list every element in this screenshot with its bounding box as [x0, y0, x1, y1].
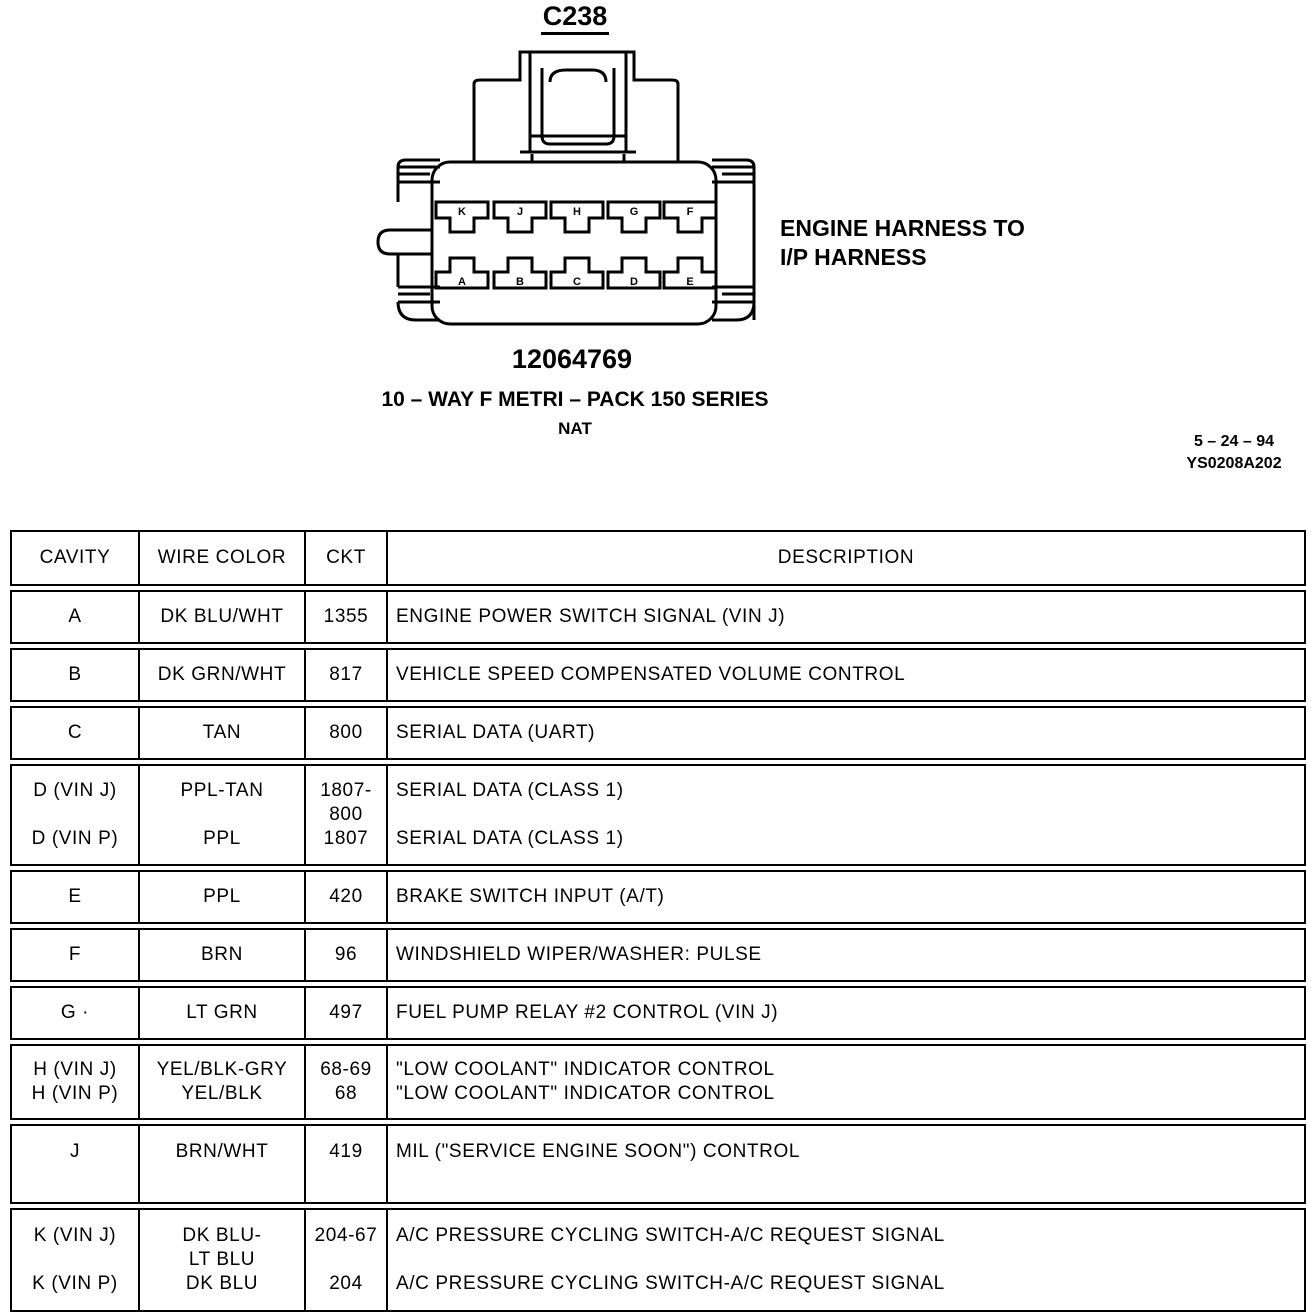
description-cell — [387, 1125, 1305, 1203]
harness-label-line: ENGINE HARNESS TO — [780, 215, 1025, 241]
cell-line: SERIAL DATA (CLASS 1) — [396, 828, 624, 849]
reference-date: 5 – 24 – 94 — [1193, 433, 1275, 450]
cell-line: FUEL PUMP RELAY #2 CONTROL (VIN J) — [396, 1002, 779, 1023]
cell-line: B — [68, 664, 82, 685]
cell-line: YEL/BLK — [181, 1083, 263, 1104]
ckt-cell — [305, 1209, 387, 1311]
cell-line: SERIAL DATA (UART) — [396, 722, 596, 743]
part-number: 12064769 — [511, 344, 633, 374]
ckt-cell — [305, 1125, 387, 1203]
cell-line: H (VIN J) — [33, 1059, 117, 1080]
table-row — [11, 649, 1305, 701]
cavity-cell — [11, 929, 139, 981]
ckt-cell — [305, 1045, 387, 1119]
cell-line: 800 — [329, 722, 363, 743]
connector-color: NAT — [558, 419, 592, 438]
cell-line: VEHICLE SPEED COMPENSATED VOLUME CONTROL — [396, 664, 906, 685]
table-row — [11, 871, 1305, 923]
cell-line — [396, 1248, 1304, 1272]
cell-line: PPL — [203, 886, 241, 907]
connector-series: 10 – WAY F METRI – PACK 150 SERIES — [381, 388, 769, 411]
cell-line: 420 — [329, 886, 363, 907]
cell-line: SERIAL DATA (CLASS 1) — [396, 780, 624, 801]
cell-line: A — [68, 606, 82, 627]
table-row — [11, 591, 1305, 643]
wire-color-cell — [139, 591, 305, 643]
wire-color-cell — [139, 707, 305, 759]
cell-line: 1807 — [323, 828, 369, 849]
description-cell — [387, 1209, 1305, 1311]
cavity-cell — [11, 1209, 139, 1311]
cavity-letter: H — [573, 206, 581, 218]
cell-line: "LOW COOLANT" INDICATOR CONTROL — [396, 1083, 775, 1104]
cell-line: LT GRN — [186, 1002, 258, 1023]
table-row — [11, 1125, 1305, 1203]
cell-line: 1807- — [320, 780, 372, 801]
cell-line: D (VIN P) — [31, 828, 119, 849]
ckt-cell — [305, 649, 387, 701]
cell-line — [306, 1248, 386, 1272]
cell-line: 817 — [329, 664, 363, 685]
cell-line: K (VIN J) — [33, 1225, 117, 1246]
cell-line: K (VIN P) — [32, 1273, 118, 1294]
wire-color-cell — [139, 1125, 305, 1203]
description-cell — [387, 591, 1305, 643]
connector-title: C238 — [0, 0, 1150, 35]
cell-line: 204 — [329, 1273, 363, 1294]
cell-line: TAN — [202, 722, 242, 743]
cavity-cell — [11, 1045, 139, 1119]
description-cell — [387, 871, 1305, 923]
table-header-row — [11, 531, 1305, 585]
cell-line: YEL/BLK-GRY — [156, 1059, 288, 1080]
cavity-cell — [11, 707, 139, 759]
cavity-cell — [11, 987, 139, 1039]
cell-line: 204-67 — [314, 1225, 378, 1246]
cavity-letter: J — [516, 206, 524, 218]
description-cell — [387, 929, 1305, 981]
cell-line: LT BLU — [188, 1249, 256, 1270]
cavity-cell — [11, 765, 139, 865]
cavity-letter: G — [629, 206, 639, 218]
wire-color-cell — [139, 871, 305, 923]
ckt-cell — [305, 765, 387, 865]
cell-line: F — [68, 944, 82, 965]
cell-line: 419 — [329, 1141, 363, 1162]
cavity-letter: A — [458, 276, 466, 288]
wire-color-cell — [139, 929, 305, 981]
table-row — [11, 765, 1305, 865]
cell-line: "LOW COOLANT" INDICATOR CONTROL — [396, 1059, 775, 1080]
cell-line: D (VIN J) — [33, 780, 117, 801]
table-row — [11, 929, 1305, 981]
cell-line — [140, 803, 304, 827]
description-cell — [387, 1045, 1305, 1119]
cell-line: 497 — [329, 1002, 363, 1023]
cell-line: BRAKE SWITCH INPUT (A/T) — [396, 886, 665, 907]
table-row — [11, 1209, 1305, 1311]
cavity-cell — [11, 591, 139, 643]
cell-line: ENGINE POWER SWITCH SIGNAL (VIN J) — [396, 606, 786, 627]
wire-color-cell — [139, 1045, 305, 1119]
ckt-cell — [305, 929, 387, 981]
cell-line — [12, 803, 138, 827]
col-header-cavity: CAVITY — [11, 531, 139, 585]
cell-line: C — [67, 722, 83, 743]
cell-line — [396, 1164, 1304, 1188]
cavity-cell — [11, 871, 139, 923]
ckt-cell — [305, 987, 387, 1039]
cavity-cell — [11, 1125, 139, 1203]
description-cell — [387, 649, 1305, 701]
cell-line — [12, 1164, 138, 1188]
reference-code: YS0208A202 — [1186, 455, 1282, 472]
ckt-cell — [305, 871, 387, 923]
cell-line: H (VIN P) — [31, 1083, 119, 1104]
cavity-letter: F — [686, 206, 694, 218]
cell-line: A/C PRESSURE CYCLING SWITCH-A/C REQUEST SIGNAL — [396, 1225, 945, 1246]
col-header-wire-color: WIRE COLOR — [139, 531, 305, 585]
cell-line: E — [68, 886, 82, 907]
table-row — [11, 987, 1305, 1039]
cell-line: J — [69, 1141, 81, 1162]
cell-line: 68-69 — [320, 1059, 372, 1080]
cell-line: PPL-TAN — [180, 780, 264, 801]
cell-line: MIL ("SERVICE ENGINE SOON") CONTROL — [396, 1141, 800, 1162]
circuit-table — [10, 530, 1306, 1312]
cell-line — [12, 1248, 138, 1272]
col-header-description: DESCRIPTION — [387, 531, 1305, 585]
cell-line: 800 — [329, 804, 363, 825]
cell-line — [140, 1164, 304, 1188]
description-cell — [387, 707, 1305, 759]
cell-line: DK GRN/WHT — [157, 664, 287, 685]
cell-line: 68 — [334, 1083, 358, 1104]
table-row — [11, 707, 1305, 759]
cell-line: 1355 — [323, 606, 369, 627]
harness-label — [780, 214, 1025, 272]
cell-line — [306, 1164, 386, 1188]
cavity-letter: D — [630, 276, 638, 288]
cavity-letter: K — [458, 206, 466, 218]
harness-label-line: I/P HARNESS — [780, 244, 927, 270]
wire-color-cell — [139, 649, 305, 701]
cell-line: WINDSHIELD WIPER/WASHER: PULSE — [396, 944, 762, 965]
wire-color-cell — [139, 765, 305, 865]
cell-line: G · — [60, 1002, 90, 1023]
cavity-letter: B — [516, 276, 524, 288]
cell-line: A/C PRESSURE CYCLING SWITCH-A/C REQUEST SIGNAL — [396, 1273, 945, 1294]
cell-line — [396, 803, 1304, 827]
cavity-letter: C — [573, 276, 581, 288]
cavity-cell — [11, 649, 139, 701]
cell-line: 96 — [334, 944, 358, 965]
table-row — [11, 1045, 1305, 1119]
cell-line: DK BLU — [185, 1273, 259, 1294]
cell-line: PPL — [203, 828, 241, 849]
cell-line: DK BLU- — [182, 1225, 262, 1246]
cell-line: BRN/WHT — [175, 1141, 269, 1162]
connector-diagram — [370, 42, 770, 332]
description-cell — [387, 765, 1305, 865]
ckt-cell — [305, 591, 387, 643]
wire-color-cell — [139, 1209, 305, 1311]
cell-line: DK BLU/WHT — [160, 606, 284, 627]
ckt-cell — [305, 707, 387, 759]
description-cell — [387, 987, 1305, 1039]
reference-block — [1170, 431, 1298, 475]
cavity-letter: E — [686, 276, 694, 288]
cell-line: BRN — [201, 944, 243, 965]
col-header-ckt: CKT — [305, 531, 387, 585]
wire-color-cell — [139, 987, 305, 1039]
